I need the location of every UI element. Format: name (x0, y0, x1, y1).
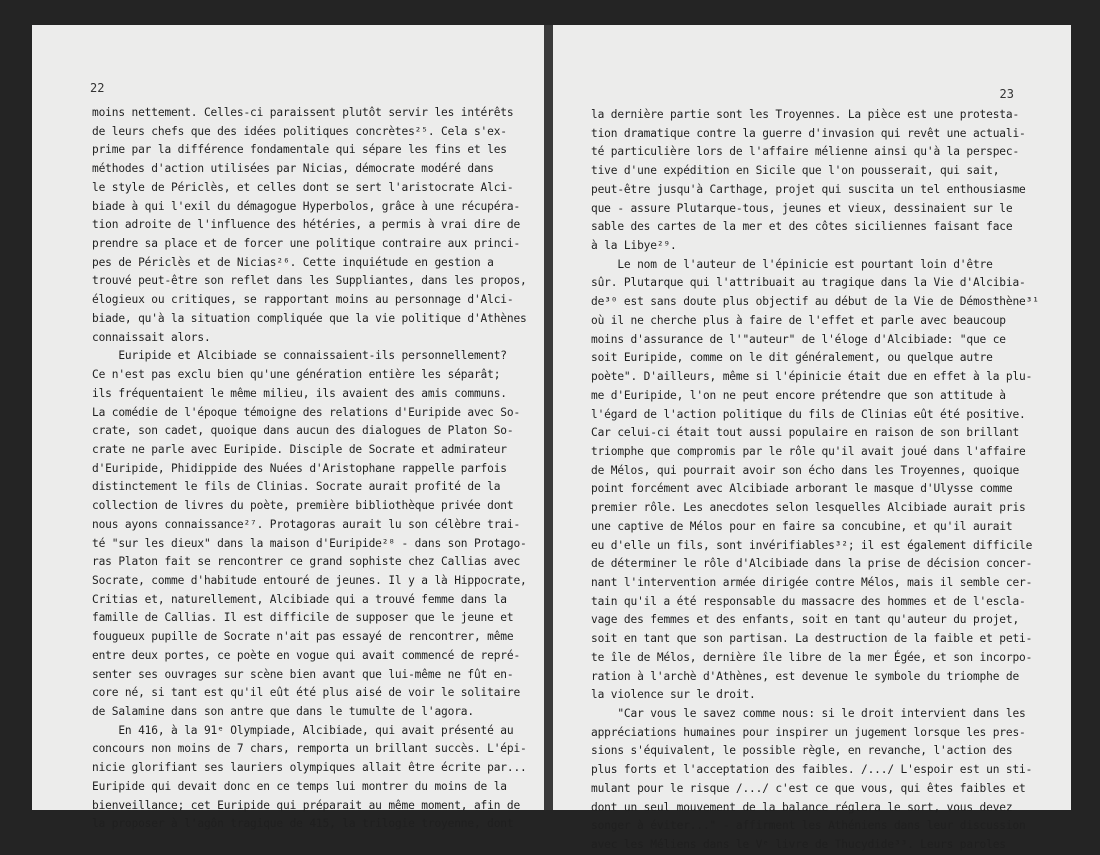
text-line: de³⁰ est sans doute plus objectif au début de la Vie de Démosthène³¹ (591, 295, 1039, 309)
text-line: biade, qu'à la situation compliquée que la vie politique d'Athènes (92, 311, 527, 325)
text-line: crate ne parle avec Euripide. Disciple de Socrate et admirateur (92, 442, 507, 456)
page-text (591, 106, 1039, 855)
text-line: poète". D'ailleurs, même si l'épinicie était due en effet à la plu- (591, 370, 1033, 384)
text-line: eu d'elle un fils, sont invérifiables³²; il est également difficile (591, 538, 1033, 552)
text-line: te île de Mélos, dernière île libre de la mer Égée, et son incorpo- (591, 650, 1033, 664)
left-page (32, 25, 544, 831)
text-line: l'égard de l'action politique du fils de Clinias eût été positive. (591, 407, 1026, 421)
text-line: tion dramatique contre la guerre d'invasion qui revêt une actuali- (591, 126, 1026, 140)
text-line: soit Euripide, comme on le dit généralement, ou quelque autre (591, 351, 993, 365)
text-line: tion adroite de l'influence des hétéries, a permis à vrai dire de (92, 218, 521, 232)
text-line: la violence sur le droit. (591, 688, 756, 702)
text-line: Critias et, naturellement, Alcibiade qui a trouvé femme dans la (92, 592, 507, 606)
text-line: ils fréquentaient le même milieu, ils avaient des amis communs. (92, 386, 507, 400)
text-line: Le nom de l'auteur de l'épinicie est pourtant loin d'être (591, 257, 993, 271)
text-line: entre deux portes, ce poète en vogue qui avait commencé de repré- (92, 648, 521, 662)
text-line: la dernière partie sont les Troyennes. La pièce est une protesta- (591, 108, 1020, 121)
text-line: me d'Euripide, l'on ne peut encore prétendre que son attitude à (591, 388, 1006, 402)
text-line: core né, si tant est qu'il eût été plus aisé de voir le solitaire (92, 686, 521, 700)
text-line: "Car vous le savez comme nous: si le droit intervient dans les (591, 707, 1026, 720)
text-line: té particulière lors de l'affaire mélienne ainsi qu'à la perspec- (591, 145, 1020, 159)
text-line: de déterminer le rôle d'Alcibiade dans la prise de décision concer- (591, 557, 1033, 571)
text-line: En 416, à la 91ᵉ Olympiade, Alcibiade, qui avait présenté au (92, 723, 514, 737)
text-line: tive d'une expédition en Sicile que l'on pousserait, qui sait, (591, 164, 1000, 178)
text-line: Ce n'est pas exclu bien qu'une génération entière les séparât; (92, 368, 501, 382)
text-line: point forcément avec Alcibiade arborant le masque d'Ulysse comme (591, 482, 1013, 496)
text-line: prendre sa place et de forcer une politique contraire aux princi- (92, 237, 521, 251)
text-line: collection de livres du poète, première bibliothèque privée dont (92, 499, 514, 513)
text-line: avec les Méliens dans le Vᵉ livre de Thucydide³³. Leurs paroles (591, 838, 1006, 852)
text-line: prime par la différence fondamentale qui sépare les fins et les (92, 143, 507, 157)
text-line: le style de Périclès, et celles dont se sert l'aristocrate Alci- (92, 180, 514, 194)
text-line: que - assure Plutarque-tous, jeunes et vieux, dessinaient sur le (591, 201, 1013, 215)
text-line: fougueux pupille de Socrate n'ait pas essayé de rencontrer, même (92, 630, 514, 644)
text-line: biade à qui l'exil du démagogue Hyperbolos, grâce à une récupéra- (92, 199, 521, 213)
page-number: 22 (90, 81, 105, 95)
text-line: une captive de Mélos pour en faire sa concubine, et qu'il aurait (591, 519, 1013, 533)
text-line: distinctement le fils de Clinias. Socrate aurait profité de la (92, 480, 501, 494)
text-line: premier rôle. Les anecdotes selon lesquelles Alcibiade aurait pris (591, 501, 1026, 515)
text-line: d'Euripide, Phidippide des Nuées d'Aristophane rappelle parfois (92, 461, 507, 475)
text-line: Euripide et Alcibiade se connaissaient-ils personnellement? (92, 349, 507, 363)
text-line: élogieux ou critiques, se rapportant moins au personnage d'Alci- (92, 293, 514, 307)
text-line: ration à l'archè d'Athènes, est devenue le symbole du triomphe de (591, 669, 1020, 683)
text-line: té "sur les dieux" dans la maison d'Euripide²⁸ - dans son Protago- (92, 536, 527, 550)
text-line: Euripide qui devait donc en ce temps lui montrer du moins de la (92, 779, 507, 793)
text-line: connaissait alors. (92, 330, 211, 344)
text-line: nant l'intervention armée dirigée contre Mélos, mais il semble cer- (591, 575, 1033, 589)
text-line: de Mélos, qui pourrait avoir son écho dans les Troyennes, quoique (591, 463, 1020, 477)
text-line: bienveillance; cet Euripide qui préparait au même moment, afin de (92, 798, 521, 812)
text-line: La comédie de l'époque témoigne des relations d'Euripide avec So- (92, 405, 521, 419)
text-line: crate, son cadet, quoique dans aucun des dialogues de Platon So- (92, 424, 514, 438)
text-line: vage des femmes et des enfants, soit en tant qu'auteur du projet, (591, 613, 1020, 627)
text-line: à la Libye²⁹. (591, 239, 677, 253)
text-line: ras Platon fait se rencontrer ce grand sophiste chez Callias avec (92, 555, 521, 569)
text-line: tain qu'il a été responsable du massacre des hommes et de l'escla- (591, 594, 1026, 608)
text-line: mulant pour le risque /.../ c'est ce que vous, qui êtes faibles et (591, 781, 1026, 795)
text-line: senter ses ouvrages sur scène bien avant que lui-même ne fût en- (92, 667, 514, 681)
text-line: songer à éviter..." - affirment les Athéniens dans leur discussion (591, 819, 1026, 833)
text-line: pes de Périclès et de Nicias²⁶. Cette inquiétude en gestion a (92, 255, 494, 269)
book-gutter (544, 25, 553, 810)
text-line: moins nettement. Celles-ci paraissent plutôt servir les intérêts (92, 106, 514, 119)
text-line: moins d'assurance de l'"auteur" de l'éloge d'Alcibiade: "que ce (591, 332, 1006, 346)
text-line: triomphe que compromis par le rôle qu'il avait joué dans l'affaire (591, 444, 1026, 458)
text-line: nous ayons connaissance²⁷. Protagoras aurait lu son célèbre trai- (92, 517, 521, 531)
text-line: concours non moins de 7 chars, remporta un brillant succès. L'épi- (92, 742, 527, 756)
page-text (92, 104, 527, 834)
text-line: sions s'équivalent, le possible règle, en revanche, l'action des (591, 744, 1013, 758)
text-line: où il ne cherche plus à faire de l'effet et parle avec beaucoup (591, 313, 1006, 327)
text-line: famille de Callias. Il est difficile de supposer que le jeune et (92, 611, 514, 625)
right-page (553, 25, 1071, 852)
text-line: de Salamine dans son antre que dans le tumulte de l'agora. (92, 705, 474, 718)
text-line: trouvé peut-être son reflet dans les Suppliantes, dans les propos, (92, 274, 527, 288)
text-line: soit en tant que son partisan. La destruction de la faible et peti- (591, 632, 1033, 646)
page-number: 23 (999, 87, 1014, 101)
text-line: nicie glorifiant ses lauriers olympiques allait être écrite par... (92, 761, 527, 775)
text-line: appréciations humaines pour inspirer un jugement lorsque les pres- (591, 725, 1026, 739)
text-line: peut-être jusqu'à Carthage, projet qui suscita un tel enthousiasme (591, 182, 1026, 196)
text-line: Socrate, comme d'habitude entouré de jeunes. Il y a là Hippocrate, (92, 573, 527, 587)
text-line: sûr. Plutarque qui l'attribuait au tragique dans la Vie d'Alcibia- (591, 276, 1026, 290)
text-line: de leurs chefs que des idées politiques concrètes²⁵. Cela s'ex- (92, 124, 507, 138)
text-line: Car celui-ci était tout aussi populaire en raison de son brillant (591, 426, 1020, 440)
text-line: sable des cartes de la mer et des côtes siciliennes faisant face (591, 220, 1013, 234)
text-line: méthodes d'action utilisées par Nicias, démocrate modéré dans (92, 162, 494, 176)
text-line: plus forts et l'acceptation des faibles. /.../ L'espoir est un sti- (591, 763, 1033, 777)
text-line: la proposer à l'agôn tragique de 415, la trilogie troyenne, dont (92, 817, 514, 831)
text-line: dont un seul mouvement de la balance réglera le sort, vous devez (591, 800, 1013, 814)
